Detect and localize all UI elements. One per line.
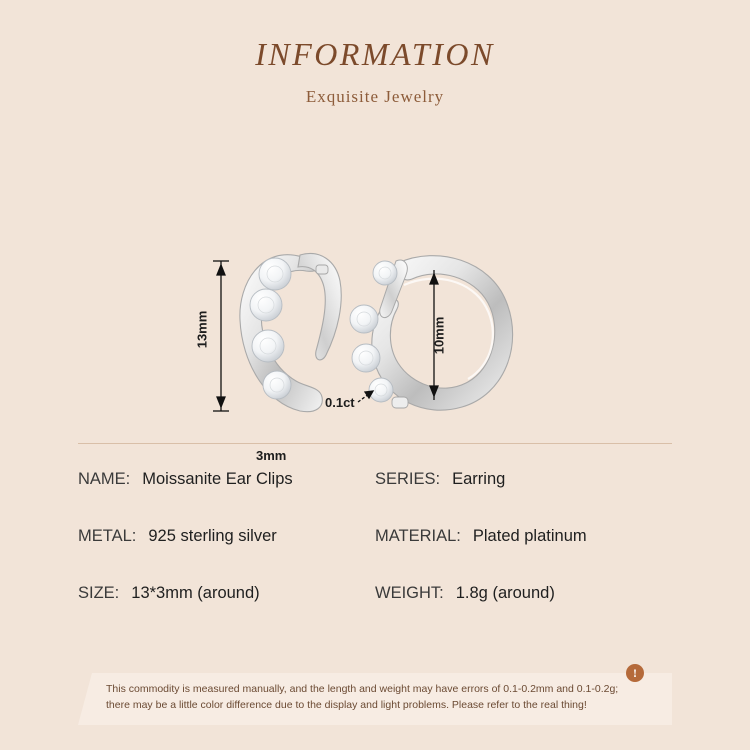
spec-value: 1.8g (around) <box>455 584 555 602</box>
warning-icon: ! <box>626 664 644 682</box>
page-subtitle: Exquisite Jewelry <box>305 87 445 106</box>
spec-row-metal <box>78 527 375 546</box>
disclaimer-line-1: This commodity is measured manually, and the length and weight may have errors of 0.1-0.2mm and 0.1-0.2g; <box>106 683 619 695</box>
page-title: INFORMATION <box>255 36 495 72</box>
spec-row-series <box>375 470 672 489</box>
spec-key: METAL: <box>78 527 137 545</box>
product-illustration <box>0 115 750 463</box>
spec-row-material <box>375 527 672 546</box>
disclaimer-line-2: there may be a little color difference due to the display and light problems. Please refer to the real thing! <box>106 698 587 711</box>
disclaimer-banner <box>78 666 672 725</box>
spec-key: SIZE: <box>78 584 120 602</box>
spec-value: 13*3mm (around) <box>131 584 260 602</box>
spec-key: WEIGHT: <box>375 584 444 602</box>
spec-value: 925 sterling silver <box>148 527 277 545</box>
spec-row-weight <box>375 584 672 603</box>
page-header <box>0 0 750 107</box>
earrings-diagram <box>0 115 750 415</box>
dimension-height-label: 13mm <box>194 310 210 349</box>
specification-table <box>78 470 672 603</box>
spec-key: SERIES: <box>375 470 441 488</box>
dimension-inner-diameter-label: 10mm <box>431 316 447 355</box>
earring-left <box>240 253 341 411</box>
section-divider <box>78 443 672 444</box>
spec-row-name <box>78 470 375 489</box>
spec-value: Moissanite Ear Clips <box>142 470 293 488</box>
spec-row-size <box>78 584 375 603</box>
disclaimer-text <box>106 682 646 714</box>
spec-value: Earring <box>452 470 506 488</box>
dimension-width-label: 3mm <box>256 448 287 463</box>
stone-carat-label: 0.1ct <box>325 395 355 410</box>
spec-value: Plated platinum <box>472 527 587 545</box>
spec-key: NAME: <box>78 470 131 488</box>
spec-key: MATERIAL: <box>375 527 461 545</box>
